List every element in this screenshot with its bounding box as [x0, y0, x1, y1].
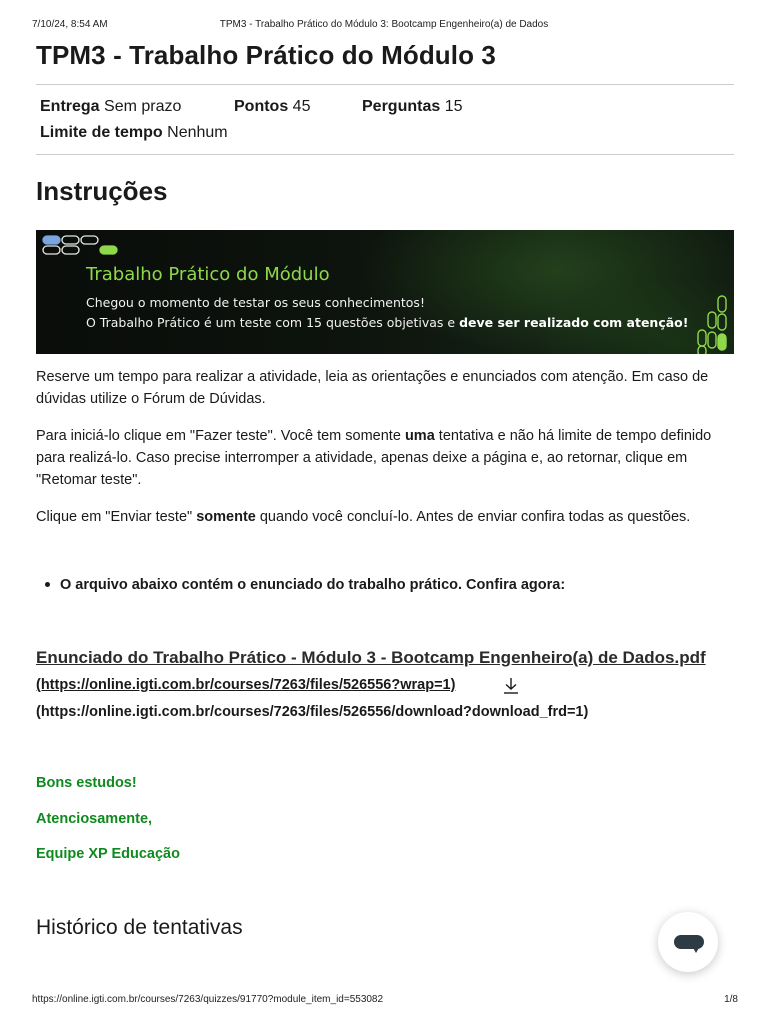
title-divider	[36, 84, 734, 85]
banner-line-2-bold: deve ser realizado com atenção!	[459, 315, 689, 330]
instructions-paragraph-2	[36, 425, 736, 491]
meta-limite-value: Nenhum	[167, 124, 228, 141]
banner-title: Trabalho Prático do Módulo	[86, 264, 330, 285]
meta-pontos-label: Pontos	[234, 98, 289, 115]
download-icon[interactable]	[502, 676, 520, 696]
p3-emphasis: somente	[196, 509, 256, 525]
meta-entrega-value: Sem prazo	[104, 98, 182, 115]
file-url[interactable]	[36, 677, 455, 693]
meta-perguntas-value: 15	[444, 98, 463, 115]
print-page-number: 1/8	[724, 994, 738, 1005]
p3-part-a: Clique em "Enviar teste"	[36, 509, 197, 525]
download-url[interactable]: (https://online.igti.com.br/courses/7263/files/526556/download?download_frd=1)	[36, 704, 589, 720]
instructions-paragraph-1: Reserve um tempo para realizar a atividade, leia as orientações e enunciados com atenção. Em caso de dúvidas utilize o Fórum de Dúvidas.	[36, 369, 709, 407]
p3-part-c: quando você concluí-lo. Antes de enviar confira todas as questões.	[255, 509, 691, 525]
banner-line-1: Chegou o momento de testar os seus conhecimentos!	[86, 295, 425, 310]
instructions-heading: Instruções	[36, 176, 168, 206]
file-url-text[interactable]: (https://online.igti.com.br/courses/7263/files/526556?wrap=1)	[36, 677, 456, 693]
banner-decoration-icon	[36, 230, 734, 354]
instructions-banner	[36, 230, 734, 354]
bullet-dot-icon	[45, 582, 50, 587]
meta-pontos	[234, 98, 310, 116]
print-timestamp: 7/10/24, 8:54 AM	[32, 19, 108, 30]
banner-line-2-prefix: O Trabalho Prático é um teste com 15 questões objetivas e	[86, 315, 460, 330]
instructions-paragraph-3	[36, 506, 736, 528]
history-heading: Histórico de tentativas	[36, 916, 243, 939]
meta-pontos-value: 45	[292, 98, 311, 115]
meta-limite	[40, 124, 228, 142]
page-title: TPM3 - Trabalho Prático do Módulo 3	[36, 40, 496, 70]
signoff-line-2: Atenciosamente,	[36, 811, 153, 827]
meta-divider	[36, 154, 734, 155]
print-doc-title: TPM3 - Trabalho Prático do Módulo 3: Bootcamp Engenheiro(a) de Dados	[219, 19, 549, 30]
file-link[interactable]: Enunciado do Trabalho Prático - Módulo 3 - Bootcamp Engenheiro(a) de Dados.pdf	[36, 648, 706, 667]
meta-entrega-label: Entrega	[40, 98, 100, 115]
print-footer-url: https://online.igti.com.br/courses/7263/quizzes/91770?module_item_id=553082	[32, 994, 384, 1005]
p2-emphasis: uma	[404, 428, 435, 444]
meta-perguntas	[362, 98, 463, 116]
print-header	[0, 19, 768, 33]
meta-entrega	[40, 98, 181, 116]
file-bullet	[36, 577, 565, 593]
chat-bubble-tail	[692, 946, 700, 953]
meta-limite-label: Limite de tempo	[40, 124, 163, 141]
file-bullet-text: O arquivo abaixo contém o enunciado do trabalho prático. Confira agora:	[60, 577, 566, 593]
signoff-line-3: Equipe XP Educação	[36, 846, 180, 862]
p2-part-c: tentativa e não há limite de tempo definido para realizá-lo. Caso precise interromper a atividade, apenas deixe a página e, ao retornar, clique em "Retomar teste".	[36, 428, 712, 488]
banner-line-2	[86, 315, 688, 330]
meta-perguntas-label: Perguntas	[362, 98, 441, 115]
p2-part-a: Para iniciá-lo clique em "Fazer teste". Você tem somente	[36, 428, 405, 444]
chat-button[interactable]	[658, 912, 718, 972]
signoff-line-1: Bons estudos!	[36, 775, 137, 791]
